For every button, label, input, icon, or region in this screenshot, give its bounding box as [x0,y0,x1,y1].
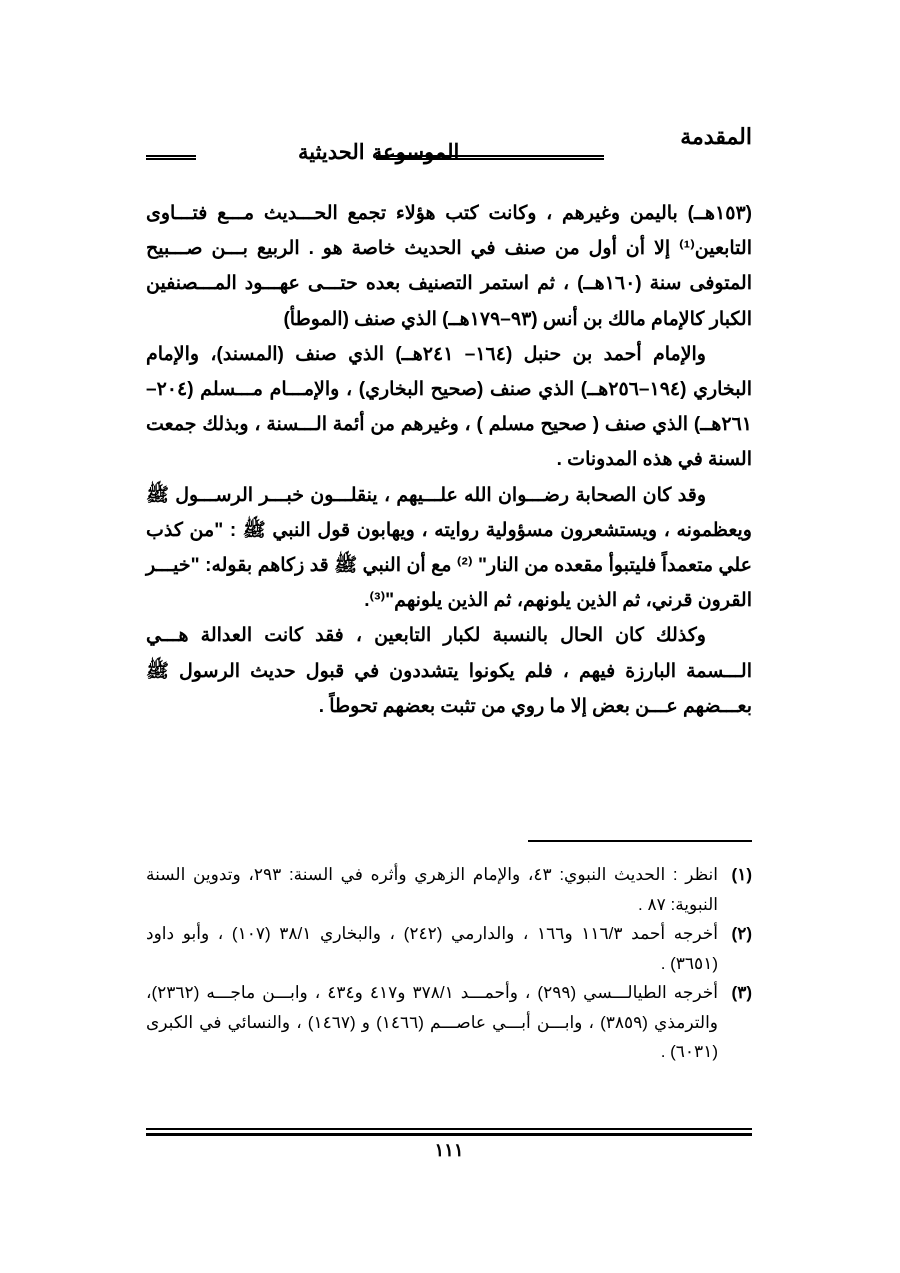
footnotes [146,860,752,1067]
chapter-title: المقدمة [680,124,752,150]
footnote-item [146,978,752,1067]
footnote-text: أخرجه أحمد ١١٦/٣ و١٦٦ ، والدارمي (٢٤٢) ، والبخاري ٣٨/١ (١٠٧) ، وأبو داود (٣٦٥١) . [146,924,719,973]
paragraph: وقد كان الصحابة رضـــوان الله علـــيهم ، ينقلـــون خبـــر الرســـول ﷺ ويعظمونه ، ويستشعرون مسؤولية روايته ، ويهابون قول النبي ﷺ : "من كذب علي متعمداً فليتبوأ مقعده من النار" ⁽²⁾ مع أن النبي ﷺ قد زكاهم بقوله: "خيـــر القرون قرني، ثم الذين يلونهم، ثم الذين يلونهم"⁽³⁾. [146,484,752,612]
page-header [146,118,752,188]
paragraph: والإمام أحمد بن حنبل (١٦٤– ٢٤١هــ) الذي صنف (المسند)، والإمام البخاري (١٩٤–٢٥٦هــ) الذي صنف (صحيح البخاري) ، والإمـــام مـــسلم (٢٠٤–٢٦١هــ) الذي صنف ( صحيح مسلم ) ، وغيرهم من أئمة الـــسنة ، وبذلك جمعت السنة في هذه المدونات . [146,343,752,471]
paragraph: (١٥٣هــ) باليمن وغيرهم ، وكانت كتب هؤلاء تجمع الحـــديث مـــع فتـــاوى التابعين⁽¹⁾ إلا أن أول من صنف في الحديث خاصة هو . الربيع بـــن صـــبيح المتوفى سنة (١٦٠هــ) ، ثم استمر التصنيف بعده حتـــى عهـــود المـــصنفين الكبار كالإمام مالك بن أنس (٩٣–١٧٩هــ) الذي صنف (الموطأ) [146,203,753,330]
footnote-text: انظر : الحديث النبوي: ٤٣، والإمام الزهري وأثره في السنة: ٢٩٣، وتدوين السنة النبوية: ٨٧ . [146,865,718,914]
footnote-number: (٢) [731,924,752,943]
footer-rule [146,1128,752,1136]
book-page [146,118,752,1158]
footnote-item [146,919,752,978]
page-number: ١١١ [434,1140,464,1160]
footnote-separator [528,840,752,842]
paragraph: وكذلك كان الحال بالنسبة لكبار التابعين ، فقد كانت العدالة هـــي الـــسمة البارزة فيهم ، فلم يكونوا يتشددون في قبول حديث الرسول ﷺ بعـــضهم عـــن بعض إلا ما روي من تثبت بعضهم تحوطاً . [146,625,752,717]
main-text [146,196,752,724]
footnote-text: أخرجه الطيالـــسي (٢٩٩) ، وأحمـــد ٣٧٨/١ و٤١٧ و٤٣٤ ، وابـــن ماجـــه (٢٣٦٢)، والترمذي (٣٨٥٩) ، وابـــن أبـــي عاصـــم (١٤٦٦) و (١٤٦٧) ، والنسائي في الكبرى (٦٠٣١) . [146,983,719,1061]
footnote-number: (٣) [731,983,752,1002]
footnote-number: (١) [731,865,752,884]
header-rule-left [146,155,196,160]
footnote-item [146,860,752,919]
book-title: الموسوعة الحديثية [298,139,460,164]
